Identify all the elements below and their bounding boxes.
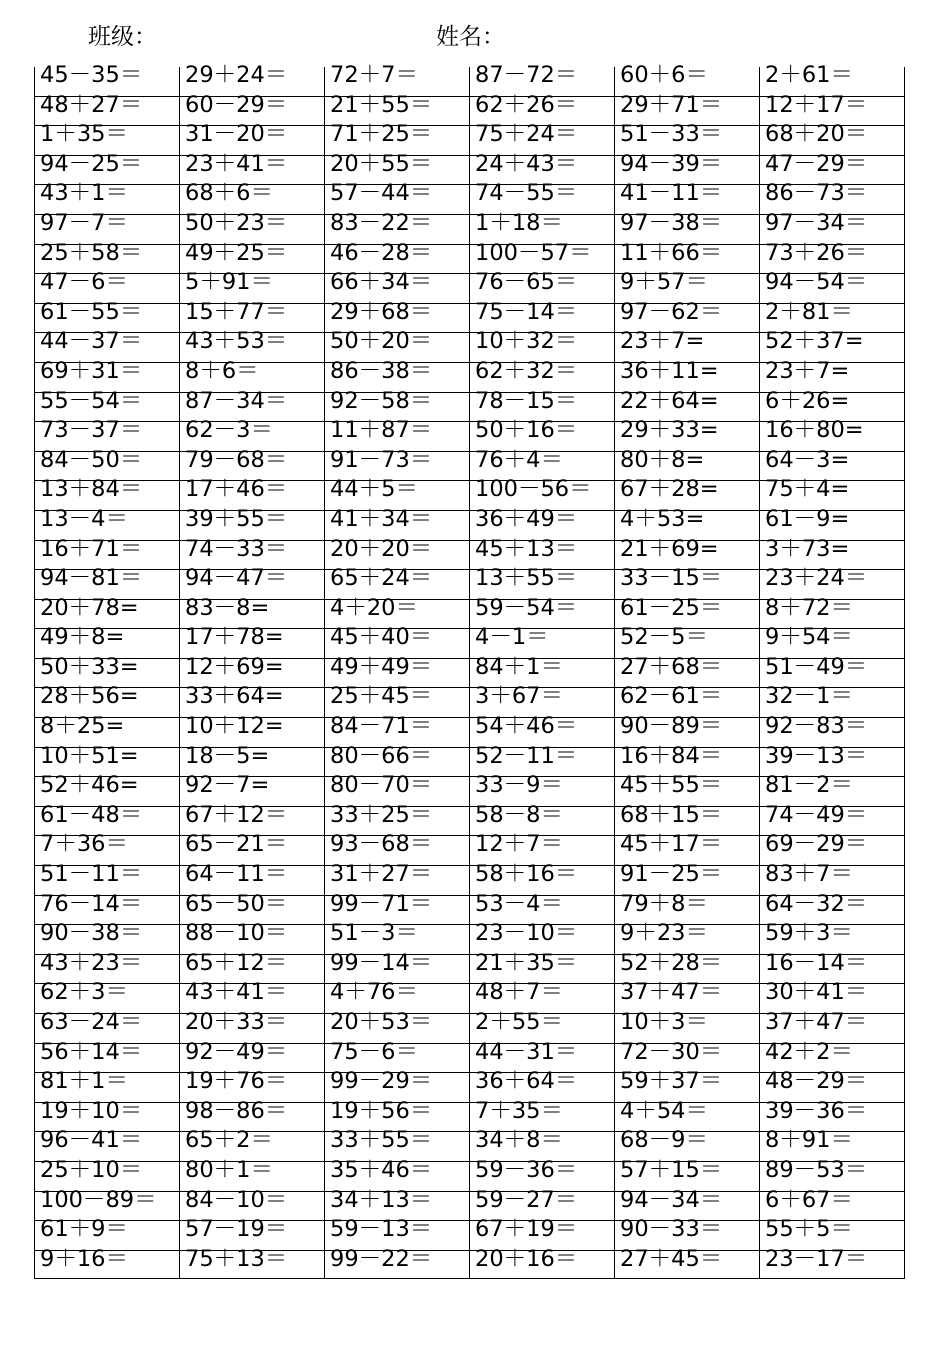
problem-cell: 39－36＝ (760, 1103, 904, 1133)
problem-cell: 69＋31＝ (35, 363, 179, 393)
problem-column (470, 62, 615, 1278)
problem-cell: 92－83＝ (760, 718, 904, 748)
problem-cell: 59－36＝ (470, 1162, 614, 1192)
problem-cell: 65＋24＝ (325, 570, 469, 600)
problem-cell: 15＋77＝ (180, 304, 324, 334)
problem-cell: 59－27＝ (470, 1192, 614, 1222)
problem-cell: 92－58＝ (325, 393, 469, 423)
problem-cell: 10＋3＝ (615, 1014, 759, 1044)
problem-cell: 64－32＝ (760, 896, 904, 926)
problem-cell: 79＋8＝ (615, 896, 759, 926)
problem-cell: 43＋1＝ (35, 185, 179, 215)
problem-cell: 9＋16＝ (40, 1245, 128, 1272)
problem-cell: 45＋17＝ (615, 836, 759, 866)
problem-cell: 44－31＝ (470, 1044, 614, 1074)
problem-cell: 98－86＝ (180, 1103, 324, 1133)
problem-cell: 68＋6＝ (180, 185, 324, 215)
problem-cell: 25＋45＝ (325, 688, 469, 718)
problem-cell: 3＋67＝ (470, 688, 614, 718)
problem-cell: 53－4＝ (470, 896, 614, 926)
problem-cell: 9＋54＝ (760, 629, 904, 659)
problem-cell: 17＋46＝ (180, 481, 324, 511)
problem-cell: 56＋14＝ (35, 1044, 179, 1074)
problem-column (35, 62, 180, 1278)
problem-cell: 29＋71＝ (615, 97, 759, 127)
problem-cell: 69－29＝ (760, 836, 904, 866)
problem-cell: 20＋33＝ (180, 1014, 324, 1044)
problem-cell: 64－11＝ (180, 866, 324, 896)
problem-cell: 21＋35＝ (470, 955, 614, 985)
problem-cell: 65＋2＝ (180, 1132, 324, 1162)
problem-cell: 80－70＝ (325, 777, 469, 807)
problem-cell: 4＋53= (615, 511, 759, 541)
problem-cell: 51－33＝ (615, 126, 759, 156)
problem-cell: 4－1＝ (470, 629, 614, 659)
problem-cell: 71＋25＝ (325, 126, 469, 156)
problem-cell: 8＋25= (35, 718, 179, 748)
problem-cell: 39－13＝ (760, 748, 904, 778)
problem-cell: 49＋25＝ (180, 245, 324, 275)
problem-cell: 68＋20＝ (760, 126, 904, 156)
problem-cell: 48－29＝ (760, 1073, 904, 1103)
problem-cell: 33＋64= (180, 688, 324, 718)
problem-cell: 100－89＝ (35, 1192, 179, 1222)
problem-cell: 6＋26= (760, 393, 904, 423)
problem-cell: 86－73＝ (760, 185, 904, 215)
problem-cell: 78－15＝ (470, 393, 614, 423)
problem-cell: 3＋73= (760, 541, 904, 571)
problem-cell: 52－11＝ (470, 748, 614, 778)
problem-cell: 84－10＝ (180, 1192, 324, 1222)
problem-cell: 16＋84＝ (615, 748, 759, 778)
problem-cell: 64－3= (760, 452, 904, 482)
problem-cell: 1＋18＝ (470, 215, 614, 245)
problem-cell: 21＋69= (615, 541, 759, 571)
problem-cell: 29＋33= (615, 422, 759, 452)
problem-cell: 81－2＝ (760, 777, 904, 807)
problem-cell: 17＋78= (180, 629, 324, 659)
problem-cell: 37＋47＝ (760, 1014, 904, 1044)
problem-cell: 34＋13＝ (325, 1192, 469, 1222)
problem-cell: 99－71＝ (325, 896, 469, 926)
problem-cell: 36＋64＝ (470, 1073, 614, 1103)
problem-cell: 87－72＝ (470, 67, 614, 97)
problem-cell: 13－4＝ (35, 511, 179, 541)
problem-cell: 36＋11= (615, 363, 759, 393)
problem-cell: 46－28＝ (325, 245, 469, 275)
problem-cell: 76＋4＝ (470, 452, 614, 482)
problem-cell: 55＋5＝ (760, 1221, 904, 1251)
problem-cell: 2＋81＝ (760, 304, 904, 334)
problem-cell: 6＋67＝ (760, 1192, 904, 1222)
problem-cell: 75－14＝ (470, 304, 614, 334)
problem-cell: 11＋66＝ (615, 245, 759, 275)
problem-cell: 2＋55＝ (470, 1014, 614, 1044)
problem-cell: 81＋1＝ (35, 1073, 179, 1103)
problem-cell: 45＋40＝ (325, 629, 469, 659)
problem-cell: 97－7＝ (35, 215, 179, 245)
problem-cell: 91－73＝ (325, 452, 469, 482)
problem-cell: 47－6＝ (35, 274, 179, 304)
problem-cell: 86－38＝ (325, 363, 469, 393)
problem-cell: 91－25＝ (615, 866, 759, 896)
problem-cell: 31＋27＝ (325, 866, 469, 896)
problem-cell: 97－38＝ (615, 215, 759, 245)
problem-cell: 13＋84＝ (35, 481, 179, 511)
problem-cell: 49＋49＝ (325, 659, 469, 689)
problem-cell: 18－5= (180, 748, 324, 778)
problem-cell: 96－41＝ (35, 1132, 179, 1162)
problem-cell: 23－10＝ (470, 925, 614, 955)
problem-cell: 60＋6＝ (615, 67, 759, 97)
problem-cell: 8＋91＝ (760, 1132, 904, 1162)
problem-cell: 84－71＝ (325, 718, 469, 748)
problem-cell: 74－33＝ (180, 541, 324, 571)
problem-cell: 61－9= (760, 511, 904, 541)
problem-cell: 12＋69= (180, 659, 324, 689)
problem-cell: 65＋12＝ (180, 955, 324, 985)
problem-cell: 19＋76＝ (180, 1073, 324, 1103)
problem-cell: 45－35＝ (35, 67, 179, 97)
problem-cell: 20＋53＝ (325, 1014, 469, 1044)
problem-cell: 100－56＝ (470, 481, 614, 511)
problem-cell: 72＋7＝ (325, 67, 469, 97)
problem-cell: 45＋13＝ (470, 541, 614, 571)
problem-cell: 48＋27＝ (35, 97, 179, 127)
problem-cell: 94－47＝ (180, 570, 324, 600)
problem-cell: 23－17＝ (765, 1245, 868, 1272)
problem-cell: 80－66＝ (325, 748, 469, 778)
problem-cell: 44＋5＝ (325, 481, 469, 511)
problem-cell: 88－10＝ (180, 925, 324, 955)
problem-cell: 22＋64= (615, 393, 759, 423)
problem-cell: 67＋19＝ (470, 1221, 614, 1251)
problem-cell: 43＋53＝ (180, 333, 324, 363)
problem-cell: 97－62＝ (615, 304, 759, 334)
problem-cell: 9＋57＝ (615, 274, 759, 304)
problem-cell: 62＋26＝ (470, 97, 614, 127)
problem-cell: 57－44＝ (325, 185, 469, 215)
problem-cell: 60－29＝ (180, 97, 324, 127)
problem-cell: 94－34＝ (615, 1192, 759, 1222)
problem-cell: 79－68＝ (180, 452, 324, 482)
problem-cell: 66＋34＝ (325, 274, 469, 304)
problem-cell: 80＋1＝ (180, 1162, 324, 1192)
problem-cell: 19＋56＝ (325, 1103, 469, 1133)
problem-cell: 76－65＝ (470, 274, 614, 304)
problem-cell: 67＋28= (615, 481, 759, 511)
problem-cell: 29＋24＝ (180, 67, 324, 97)
problem-cell: 73－37＝ (35, 422, 179, 452)
problem-cell: 50＋20＝ (325, 333, 469, 363)
problem-cell: 7＋36＝ (35, 836, 179, 866)
problem-cell: 75＋24＝ (470, 126, 614, 156)
problem-cell: 92－49＝ (180, 1044, 324, 1074)
problem-column (615, 62, 760, 1278)
problem-cell: 41＋34＝ (325, 511, 469, 541)
problem-cell: 41－11＝ (615, 185, 759, 215)
problem-cell: 58＋16＝ (470, 866, 614, 896)
problem-cell: 94－54＝ (760, 274, 904, 304)
problem-cell: 44－37＝ (35, 333, 179, 363)
problem-cell: 74－49＝ (760, 807, 904, 837)
problem-cell: 62－61＝ (615, 688, 759, 718)
problem-cell: 43＋23＝ (35, 955, 179, 985)
problem-cell: 59－54＝ (470, 600, 614, 630)
problem-cell: 48＋7＝ (470, 984, 614, 1014)
problem-cell: 20＋20＝ (325, 541, 469, 571)
problem-cell: 20＋16＝ (475, 1245, 578, 1272)
name-label: 姓名： (436, 24, 505, 50)
problem-cell: 57－19＝ (180, 1221, 324, 1251)
problem-cell: 75＋13＝ (185, 1245, 288, 1272)
problem-cell: 90－89＝ (615, 718, 759, 748)
class-label: 班级： (88, 24, 157, 50)
problem-cell: 10＋51= (35, 748, 179, 778)
problem-cell: 97－34＝ (760, 215, 904, 245)
problem-cell: 62＋3＝ (35, 984, 179, 1014)
problem-cell: 16＋80= (760, 422, 904, 452)
problem-cell: 34＋8＝ (470, 1132, 614, 1162)
problem-cell: 83＋7＝ (760, 866, 904, 896)
problem-cell: 8＋6＝ (180, 363, 324, 393)
problem-cell: 99－29＝ (325, 1073, 469, 1103)
problem-cell: 23＋7= (760, 363, 904, 393)
problem-cell: 61－25＝ (615, 600, 759, 630)
problem-cell: 51－3＝ (325, 925, 469, 955)
problem-cell: 29＋68＝ (325, 304, 469, 334)
problem-cell: 30＋41＝ (760, 984, 904, 1014)
problem-cell: 51－11＝ (35, 866, 179, 896)
problem-cell: 61＋9＝ (35, 1221, 179, 1251)
problem-cell: 76－14＝ (35, 896, 179, 926)
problem-cell: 37＋47＝ (615, 984, 759, 1014)
problem-cell: 10＋12= (180, 718, 324, 748)
problem-cell: 52＋46= (35, 777, 179, 807)
problem-column (180, 62, 325, 1278)
problem-cell: 73＋26＝ (760, 245, 904, 275)
problem-cell: 33－9＝ (470, 777, 614, 807)
problem-cell: 23＋7= (615, 333, 759, 363)
problem-cell: 10＋32＝ (470, 333, 614, 363)
problem-cell: 5＋91＝ (180, 274, 324, 304)
problem-cell: 49＋8= (35, 629, 179, 659)
problem-cell: 57＋15＝ (615, 1162, 759, 1192)
problem-cell: 61－55＝ (35, 304, 179, 334)
problem-cell: 23＋24＝ (760, 570, 904, 600)
problem-cell: 32－1＝ (760, 688, 904, 718)
problem-cell: 36＋49＝ (470, 511, 614, 541)
problem-cell: 68－9＝ (615, 1132, 759, 1162)
problem-cell: 4＋20＝ (325, 600, 469, 630)
problem-cell: 50＋16＝ (470, 422, 614, 452)
problem-cell: 59＋3＝ (760, 925, 904, 955)
problem-cell: 33＋25＝ (325, 807, 469, 837)
problem-cell: 100－57＝ (470, 245, 614, 275)
problem-cell: 63－24＝ (35, 1014, 179, 1044)
problem-cell: 7＋35＝ (470, 1103, 614, 1133)
problem-cell: 50＋23＝ (180, 215, 324, 245)
problem-cell: 75＋4= (760, 481, 904, 511)
problem-cell: 52＋37= (760, 333, 904, 363)
problem-cell: 20＋78= (35, 600, 179, 630)
problem-cell: 1＋35＝ (35, 126, 179, 156)
problem-cell: 28＋56= (35, 688, 179, 718)
problem-cell: 31－20＝ (180, 126, 324, 156)
problem-grid (34, 62, 905, 1279)
problem-cell: 65－21＝ (180, 836, 324, 866)
problem-cell: 68＋15＝ (615, 807, 759, 837)
problem-cell: 42＋2＝ (760, 1044, 904, 1074)
problem-cell: 21＋55＝ (325, 97, 469, 127)
problem-cell: 84＋1＝ (470, 659, 614, 689)
problem-cell: 83－8= (180, 600, 324, 630)
problem-cell: 52＋28＝ (615, 955, 759, 985)
problem-cell: 12＋7＝ (470, 836, 614, 866)
problem-cell: 4＋54＝ (615, 1103, 759, 1133)
problem-cell: 99－22＝ (330, 1245, 433, 1272)
problem-cell: 75－6＝ (325, 1044, 469, 1074)
problem-cell: 39＋55＝ (180, 511, 324, 541)
problem-cell: 65－50＝ (180, 896, 324, 926)
problem-cell: 93－68＝ (325, 836, 469, 866)
problem-cell: 72－30＝ (615, 1044, 759, 1074)
problem-cell: 54＋46＝ (470, 718, 614, 748)
problem-cell: 16－14＝ (760, 955, 904, 985)
problem-cell: 35＋46＝ (325, 1162, 469, 1192)
problem-cell: 84－50＝ (35, 452, 179, 482)
problem-cell: 83－22＝ (325, 215, 469, 245)
problem-cell: 33＋55＝ (325, 1132, 469, 1162)
problem-cell: 45＋55＝ (615, 777, 759, 807)
problem-cell: 8＋72＝ (760, 600, 904, 630)
problem-cell: 59＋37＝ (615, 1073, 759, 1103)
problem-cell: 27＋45＝ (620, 1245, 723, 1272)
problem-cell: 87－34＝ (180, 393, 324, 423)
problem-cell: 27＋68＝ (615, 659, 759, 689)
problem-cell: 24＋43＝ (470, 156, 614, 186)
problem-column (325, 62, 470, 1278)
problem-cell: 58－8＝ (470, 807, 614, 837)
problem-cell: 74－55＝ (470, 185, 614, 215)
problem-cell: 61－48＝ (35, 807, 179, 837)
problem-cell: 94－39＝ (615, 156, 759, 186)
problem-cell: 50＋33= (35, 659, 179, 689)
problem-cell: 4＋76＝ (325, 984, 469, 1014)
problem-cell: 90－38＝ (35, 925, 179, 955)
problem-column (760, 62, 904, 1278)
problem-cell: 23＋41＝ (180, 156, 324, 186)
problem-cell: 90－33＝ (615, 1221, 759, 1251)
problem-cell: 13＋55＝ (470, 570, 614, 600)
problem-cell: 43＋41＝ (180, 984, 324, 1014)
problem-cell: 62－3＝ (180, 422, 324, 452)
problem-cell: 51－49＝ (760, 659, 904, 689)
problem-cell: 99－14＝ (325, 955, 469, 985)
problem-cell: 52－5＝ (615, 629, 759, 659)
problem-cell: 59－13＝ (325, 1221, 469, 1251)
problem-cell: 19＋10＝ (35, 1103, 179, 1133)
problem-cell: 92－7= (180, 777, 324, 807)
problem-cell: 2＋61＝ (760, 67, 904, 97)
problem-cell: 47－29＝ (760, 156, 904, 186)
problem-cell: 11＋87＝ (325, 422, 469, 452)
problem-cell: 12＋17＝ (760, 97, 904, 127)
problem-cell: 89－53＝ (760, 1162, 904, 1192)
problem-cell: 25＋58＝ (35, 245, 179, 275)
problem-cell: 20＋55＝ (325, 156, 469, 186)
problem-cell: 67＋12＝ (180, 807, 324, 837)
problem-cell: 62＋32＝ (470, 363, 614, 393)
problem-cell: 94－81＝ (35, 570, 179, 600)
problem-cell: 25＋10＝ (35, 1162, 179, 1192)
problem-cell: 16＋71＝ (35, 541, 179, 571)
problem-cell: 80＋8= (615, 452, 759, 482)
problem-cell: 94－25＝ (35, 156, 179, 186)
problem-cell: 33－15＝ (615, 570, 759, 600)
problem-cell: 55－54＝ (35, 393, 179, 423)
problem-cell: 9＋23＝ (615, 925, 759, 955)
